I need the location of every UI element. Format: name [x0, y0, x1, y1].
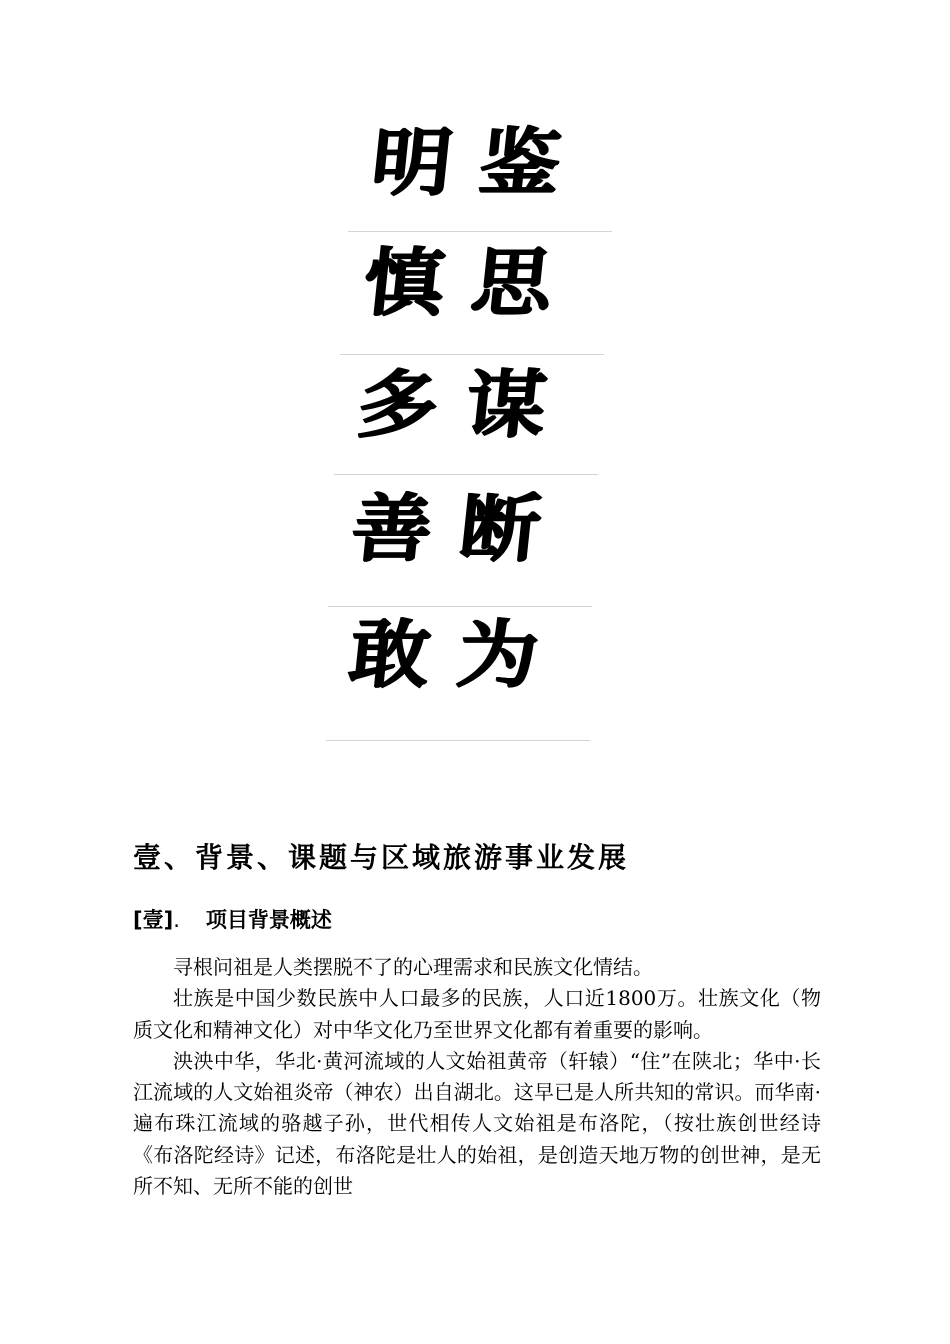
paragraph: 寻根问祖是人类摆脱不了的心理需求和民族文化情结。: [173, 955, 653, 979]
motto-line-2: [340, 224, 604, 342]
section-number: [壹]: [133, 908, 174, 932]
section-title: 项目背景概述: [205, 908, 332, 932]
motto-text-5: 敢为: [345, 611, 571, 698]
motto-line-1: [348, 104, 612, 222]
motto-line-4: [328, 470, 592, 588]
motto-line-5: [326, 596, 590, 714]
section-heading: [133, 903, 332, 937]
motto-text-4: 善断: [347, 485, 573, 572]
motto-text-3: 多谋: [353, 361, 579, 448]
motto-line-3: [334, 346, 598, 464]
motto-text-1: 明鉴: [367, 119, 593, 206]
body-text: [133, 952, 821, 1202]
chapter-title: 壹、背景、课题与区域旅游事业发展: [133, 841, 630, 874]
motto-text-2: 慎思: [359, 239, 585, 326]
motto-divider-5: [326, 740, 590, 741]
paragraph: 泱泱中华，华北·黄河流域的人文始祖黄帝（轩辕）“住”在陕北；华中·长江流域的人文始祖炎帝（神农）出自湖北。这早已是人所共知的常识。而华南·遍布珠江流域的骆越子孙，世代相传人文始祖是布洛陀，（按壮族创世经诗《布洛陀经诗》记述，布洛陀是壮人的始祖，是创造天地万物的创世神，是无所不知、无所不能的创世: [133, 1048, 821, 1199]
paragraph: 壮族是中国少数民族中人口最多的民族，人口近1800万。壮族文化（物质文化和精神文化）对中华文化乃至世界文化都有着重要的影响。: [133, 986, 821, 1042]
section-number-dot: .: [173, 908, 180, 932]
